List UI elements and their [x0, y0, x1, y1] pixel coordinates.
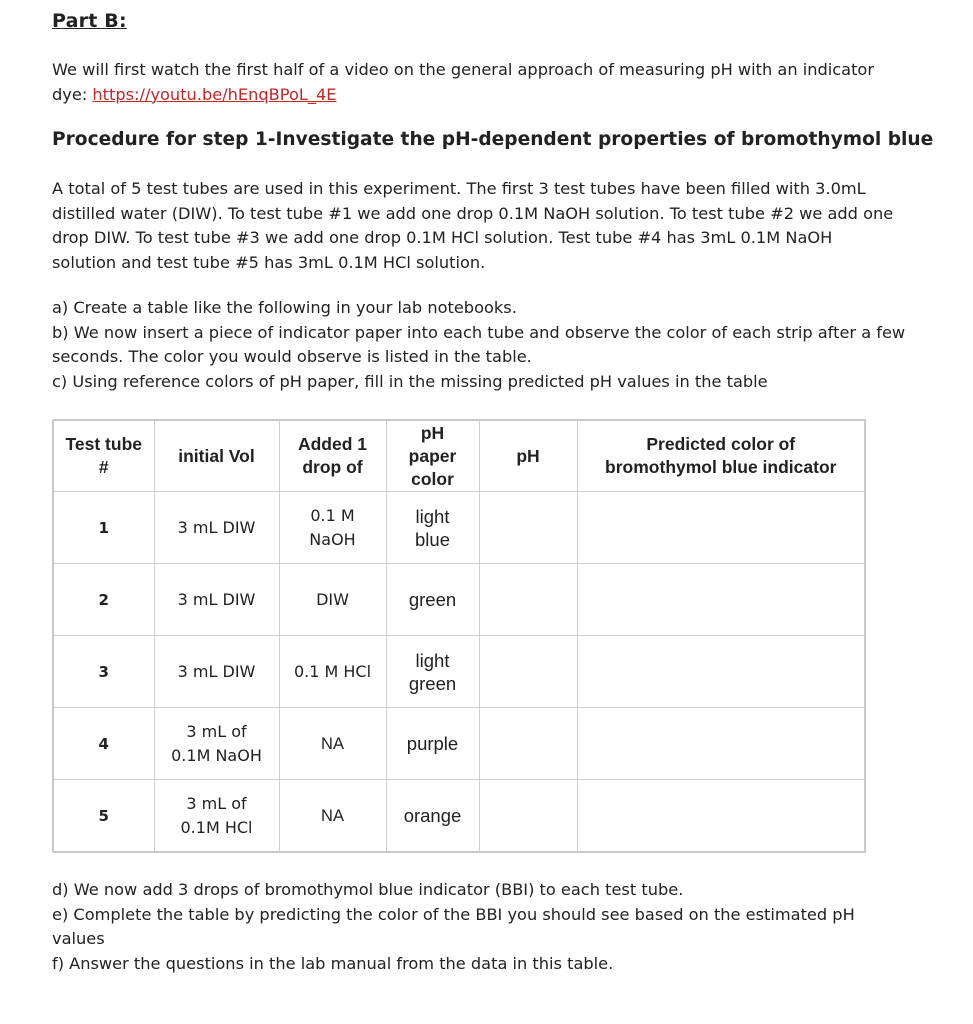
- steps-a-c: [52, 296, 912, 394]
- steps-d-f: [52, 878, 912, 976]
- table-row: [53, 492, 865, 564]
- cell-paper-color: light green: [386, 636, 479, 708]
- video-link[interactable]: https://youtu.be/hEnqBPoL_4E: [92, 84, 337, 104]
- ph-table: [52, 419, 866, 853]
- cell-predicted-color[interactable]: [577, 780, 865, 853]
- table-row: [53, 564, 865, 636]
- cell-predicted-color[interactable]: [577, 636, 865, 708]
- step-e: e) Complete the table by predicting the color of the BBI you should see based on the estimated pH values: [52, 904, 855, 948]
- table-row: [53, 780, 865, 853]
- cell-ph[interactable]: [479, 492, 577, 564]
- cell-predicted-color[interactable]: [577, 564, 865, 636]
- header-predicted-color: Predicted color of bromothymol blue indicator: [577, 420, 865, 492]
- cell-added: 0.1 M NaOH: [279, 492, 386, 564]
- cell-tube: 4: [53, 708, 154, 780]
- cell-added: 0.1 M HCl: [279, 636, 386, 708]
- cell-ph[interactable]: [479, 708, 577, 780]
- cell-initial-vol: 3 mL of 0.1M HCl: [154, 780, 279, 853]
- header-ph: pH: [479, 420, 577, 492]
- step-b: b) We now insert a piece of indicator paper into each tube and observe the color of each strip after a few seconds. The color you would observe is listed in the table.: [52, 322, 906, 366]
- table-header-row: [53, 420, 865, 492]
- cell-predicted-color[interactable]: [577, 708, 865, 780]
- cell-initial-vol: 3 mL DIW: [154, 492, 279, 564]
- part-label: Part B:: [52, 10, 127, 32]
- table-row: [53, 708, 865, 780]
- cell-initial-vol: 3 mL DIW: [154, 636, 279, 708]
- header-initial-vol: initial Vol: [154, 420, 279, 492]
- cell-added: DIW: [279, 564, 386, 636]
- step-d: d) We now add 3 drops of bromothymol blue indicator (BBI) to each test tube.: [52, 880, 684, 899]
- cell-added: NA: [279, 780, 386, 853]
- cell-initial-vol: 3 mL DIW: [154, 564, 279, 636]
- cell-tube: 1: [53, 492, 154, 564]
- cell-predicted-color[interactable]: [577, 492, 865, 564]
- cell-added: NA: [279, 708, 386, 780]
- cell-tube: 2: [53, 564, 154, 636]
- cell-initial-vol: 3 mL of 0.1M NaOH: [154, 708, 279, 780]
- step-c: c) Using reference colors of pH paper, fill in the missing predicted pH values in the table: [52, 371, 768, 391]
- header-test-tube: Test tube #: [53, 420, 154, 492]
- cell-ph[interactable]: [479, 780, 577, 853]
- cell-tube: 3: [53, 636, 154, 708]
- intro-text: We will first watch the first half of a video on the general approach of measuring pH with an indicator dye:: [52, 60, 874, 104]
- step-a: a) Create a table like the following in your lab notebooks.: [52, 298, 517, 317]
- intro-paragraph: [52, 58, 912, 107]
- cell-ph[interactable]: [479, 564, 577, 636]
- procedure-heading: Procedure for step 1-Investigate the pH-dependent properties of bromothymol blue: [52, 129, 934, 150]
- cell-paper-color: light blue: [386, 492, 479, 564]
- experiment-description: A total of 5 test tubes are used in this experiment. The first 3 test tubes have been filled with 3.0mL distilled water (DIW). To test tube #1 we add one drop 0.1M NaOH solution. To test tube #2 we add one drop DIW. To test tube #3 we add one drop 0.1M HCl solution. Test tube #4 has 3mL 0.1M NaOH solution and test tube #5 has 3mL 0.1M HCl solution.: [52, 179, 894, 272]
- cell-tube: 5: [53, 780, 154, 853]
- header-ph-paper-color: pH paper color: [386, 420, 479, 492]
- cell-paper-color: orange: [386, 780, 479, 853]
- header-added-drop: Added 1 drop of: [279, 420, 386, 492]
- table-row: [53, 636, 865, 708]
- cell-paper-color: purple: [386, 708, 479, 780]
- cell-ph[interactable]: [479, 636, 577, 708]
- step-f: f) Answer the questions in the lab manual from the data in this table.: [52, 953, 614, 973]
- cell-paper-color: green: [386, 564, 479, 636]
